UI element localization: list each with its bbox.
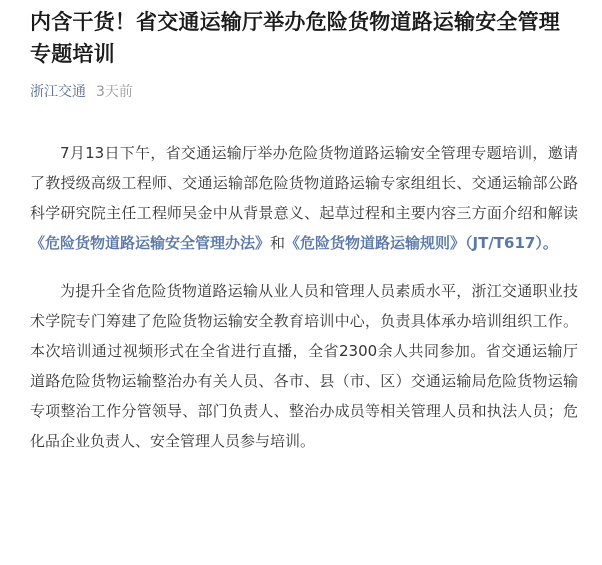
emphasis-rule-title: 《危险货物道路运输规则》（JT/T617）。: [285, 234, 558, 252]
paragraph-1-text: 7月13日下午，省交通运输厅举办危险货物道路运输安全管理专题培训，邀请了教授级高级工程师、交通运输部危险货物道路运输专家组组长、交通运输部公路科学研究院主任工程师吴金中从背景意义、起草过程和主要内容三方面介绍和解读: [30, 144, 578, 222]
publish-time: 3天前: [96, 84, 133, 100]
emphasis-regulation-title: 《危险货物道路运输安全管理办法》: [30, 234, 271, 252]
article-body: [30, 138, 578, 456]
paragraph-1: [30, 138, 578, 258]
account-name-link[interactable]: 浙江交通: [30, 84, 86, 100]
article: [30, 0, 578, 474]
article-title: 内含干货！省交通运输厅举办危险货物道路运输安全管理专题培训: [30, 10, 560, 66]
article-meta: [30, 82, 578, 102]
paragraph-2: 为提升全省危险货物道路运输从业人员和管理人员素质水平，浙江交通职业技术学院专门筹建了危险货物运输安全教育培训中心，负责具体承办培训组织工作。本次培训通过视频形式在全省进行直播，全省2300余人共同参加。省交通运输厅道路危险货物运输整治办有关人员、各市、县（市、区）交通运输局危险货物运输专项整治工作分管领导、部门负责人、整治办成员等相关管理人员和执法人员；危化品企业负责人、安全管理人员参与培训。: [30, 282, 578, 450]
paragraph-1-connector: 和: [270, 234, 286, 252]
